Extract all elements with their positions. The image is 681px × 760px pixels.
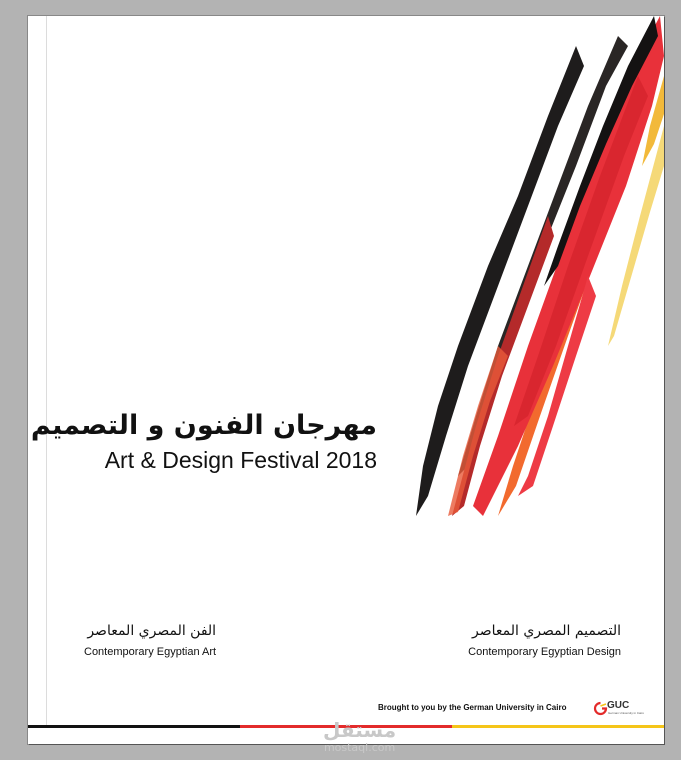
logo-subtext: German University in Cairo bbox=[608, 711, 645, 715]
guc-logo bbox=[594, 701, 644, 717]
design-label-arabic: التصميم المصري المعاصر bbox=[471, 623, 621, 639]
cover-page bbox=[28, 16, 664, 754]
guc-emblem-icon bbox=[594, 702, 607, 715]
logo-text: GUC bbox=[607, 700, 630, 711]
mostaql-watermark bbox=[323, 719, 396, 755]
stripe-black bbox=[28, 725, 240, 728]
watermark-arabic: مستقل bbox=[323, 718, 397, 742]
title-english: Art & Design Festival 2018 bbox=[104, 447, 377, 473]
design-label-english: Contemporary Egyptian Design bbox=[468, 646, 621, 658]
title-arabic: مهرجان الفنون و التصميم bbox=[30, 410, 377, 441]
art-label-english: Contemporary Egyptian Art bbox=[84, 646, 217, 658]
art-section-label bbox=[84, 619, 216, 661]
credit-line: Brought to you by the German University in Cairo bbox=[378, 703, 567, 712]
watermark-english: mostaql.com bbox=[323, 741, 396, 754]
stripe-yellow bbox=[452, 725, 664, 728]
festival-title bbox=[31, 408, 377, 476]
art-label-arabic: الفن المصري المعاصر bbox=[87, 623, 217, 639]
design-section-label bbox=[468, 619, 621, 661]
